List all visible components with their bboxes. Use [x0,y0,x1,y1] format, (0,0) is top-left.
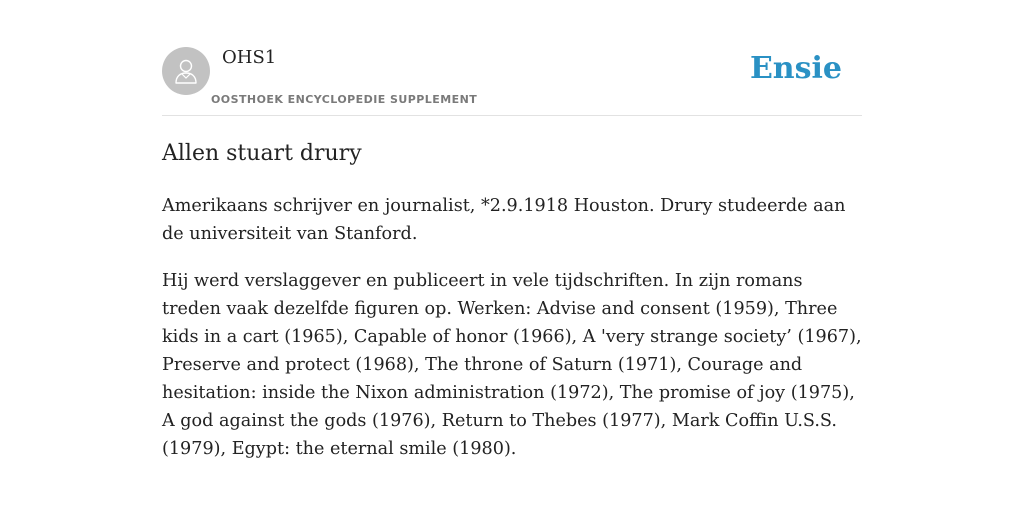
article-paragraph: Hij werd verslaggever en publiceert in vele tijdschriften. In zijn romans treden vaak dezelfde figuren op. Werken: Advise and consent (1959), Three kids in a cart (1965), Capable of honor (1966), A 'very strange society’ (1967), Preserve and protect (1968), The throne of Saturn (1971), Courage and hesitation: inside the Nixon administration (1972), The promise of joy (1975), A god against the gods (1976), Return to Thebes (1977), Mark Coffin U.S.S. (1979), Egypt: the eternal smile (1980). [162,271,862,459]
article-title: Allen stuart drury [162,141,362,166]
site-logo[interactable]: Ensie [749,51,842,86]
article-body [162,192,862,482]
avatar[interactable] [162,47,210,95]
author-name[interactable]: OHS1 [222,47,277,68]
header-divider [162,115,862,116]
article-paragraph: Amerikaans schrijver en journalist, *2.9.1918 Houston. Drury studeerde aan de universiteit van Stanford. [162,196,846,244]
user-silhouette-icon [171,56,201,86]
source-label: OOSTHOEK ENCYCLOPEDIE SUPPLEMENT [211,93,478,106]
